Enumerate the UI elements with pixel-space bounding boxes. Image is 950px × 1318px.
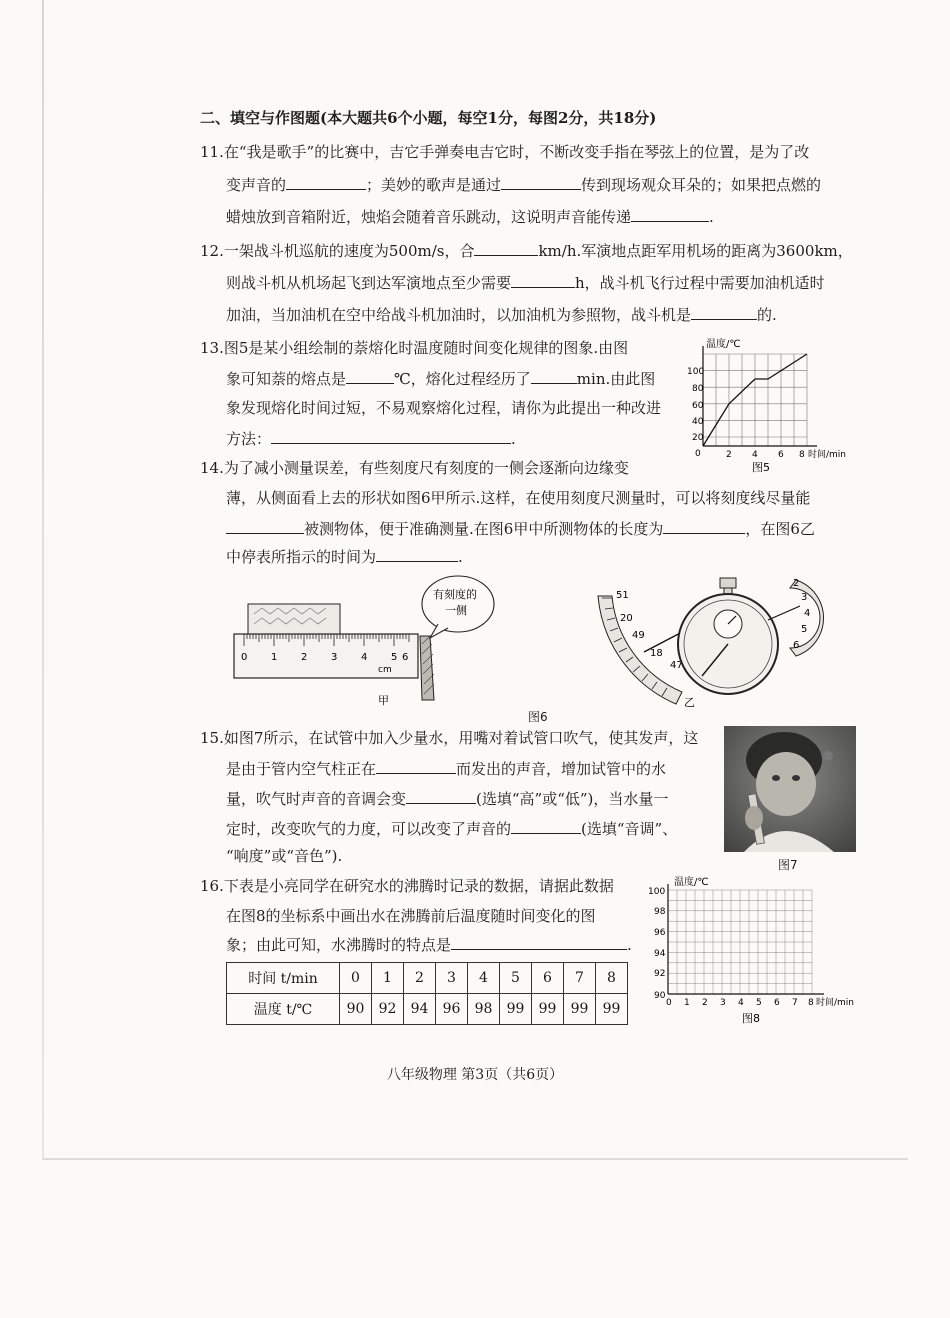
section-title: 二、填空与作图题(本大题共6个小题，每空1分，每图2分，共18分) — [200, 109, 657, 127]
small-dial-label: 5 — [801, 624, 808, 635]
q12-line3 — [226, 304, 777, 325]
q15-blank-3[interactable] — [511, 818, 581, 834]
q15-text: (选填“高”或“低”)，当水量一 — [476, 790, 669, 808]
small-dial-label: 3 — [801, 592, 808, 603]
small-dial-label: 4 — [804, 608, 811, 619]
q16-text: . — [627, 936, 632, 954]
figure-7-photo — [724, 726, 856, 852]
q15-blank-2[interactable] — [406, 788, 476, 804]
fig5-xtick: 4 — [752, 450, 758, 460]
table-cell: 5 — [500, 963, 532, 994]
dial-label: 51 — [616, 590, 629, 601]
q12-line1 — [200, 240, 853, 261]
q15-text: (选填“音调”、 — [581, 820, 678, 838]
table-cell: 99 — [596, 994, 628, 1025]
fig8-xtick: 5 — [756, 998, 762, 1008]
scan-edge — [42, 0, 44, 1160]
fig5-xlabel: 时间/min — [808, 450, 847, 460]
ruler-tick-label: 1 — [271, 652, 278, 663]
q15-blank-1[interactable] — [376, 758, 456, 774]
fig8-ytick: 96 — [654, 928, 666, 938]
dial-label: 20 — [620, 613, 633, 624]
q13-text: 方法： — [226, 430, 272, 448]
q12-line2 — [226, 272, 825, 293]
fig5-xtick: 6 — [778, 450, 784, 460]
eye — [792, 775, 800, 781]
q14-blank-3[interactable] — [376, 546, 458, 562]
q12-text: 加油，当加油机在空中给战斗机加油时，以加油机为参照物，战斗机是 — [226, 306, 692, 324]
q16-line3 — [226, 934, 632, 955]
fig8-ytick: 98 — [654, 907, 666, 917]
fig5-ytick: 80 — [692, 384, 704, 394]
ruler-tick-label: 0 — [241, 652, 248, 663]
q15-text: 定时，改变吹气的力度，可以改变了声音的 — [226, 820, 512, 838]
q13-blank-2[interactable] — [531, 368, 577, 384]
enlarged-dial-arc — [598, 596, 682, 704]
fig6-left-label: 甲 — [378, 694, 389, 706]
ruler-tick-label: 5 — [391, 652, 398, 663]
dial-label: 18 — [650, 648, 663, 659]
fig8-grid-lines — [668, 890, 812, 994]
fig6-right-label: 乙 — [684, 696, 695, 709]
q16-line2: 在图8的坐标系中画出水在沸腾前后温度随时间变化的图 — [226, 907, 596, 925]
q11-text: ；美妙的歌声是通过 — [366, 176, 502, 194]
stopwatch-crown — [720, 578, 736, 588]
q11-blank-3[interactable] — [631, 206, 709, 222]
q13-text: . — [511, 430, 516, 448]
q16-line1: 16.下表是小亮同学在研究水的沸腾时记录的数据，请据此数据 — [200, 877, 614, 895]
q14-line4 — [226, 546, 463, 567]
fig8-xtick: 6 — [774, 998, 780, 1008]
fig5-ytick: 100 — [687, 367, 705, 377]
fig8-ylabel: 温度/℃ — [674, 877, 709, 888]
hair-clip — [823, 751, 833, 761]
fig8-ytick: 90 — [654, 991, 666, 1001]
q14-text: 被测物体，便于准确测量.在图6甲中所测物体的长度为 — [304, 520, 664, 538]
q16-text: 象；由此可知，水沸腾时的特点是 — [226, 936, 452, 954]
q12-blank-2[interactable] — [511, 272, 575, 288]
fig8-xtick: 8 — [808, 998, 814, 1008]
pointer-line-right — [768, 606, 800, 620]
ruler-tick-label: 2 — [301, 652, 308, 663]
fig5-grid — [703, 354, 807, 446]
ruler-tick-label: 4 — [361, 652, 368, 663]
q11-text: . — [709, 208, 714, 226]
dial-label: 49 — [632, 630, 645, 641]
q11-text: 传到现场观众耳朵的；如果把点燃的 — [581, 176, 822, 194]
table-row — [227, 963, 628, 994]
q12-text: 的. — [757, 306, 777, 324]
table-cell: 96 — [436, 994, 468, 1025]
q12-blank-3[interactable] — [691, 304, 757, 320]
ruler-tick-label: 3 — [331, 652, 338, 663]
table-cell: 0 — [340, 963, 372, 994]
table-cell: 99 — [564, 994, 596, 1025]
fig5-ytick: 60 — [692, 401, 704, 411]
table-cell: 6 — [532, 963, 564, 994]
fig5-ytick: 40 — [692, 417, 704, 427]
q11-line3 — [226, 206, 714, 227]
q11-blank-1[interactable] — [286, 174, 366, 190]
fig5-xtick: 8 — [799, 450, 805, 460]
fig7-caption: 图7 — [778, 858, 798, 872]
table-cell: 94 — [404, 994, 436, 1025]
q15-line1: 15.如图7所示，在试管中加入少量水，用嘴对着试管口吹气，使其发声，这 — [200, 729, 699, 747]
q12-blank-1[interactable] — [474, 240, 538, 256]
q13-line2 — [226, 368, 655, 389]
q16-blank-1[interactable] — [451, 934, 627, 950]
q11-blank-2[interactable] — [501, 174, 581, 190]
scan-edge-bottom — [42, 1158, 908, 1160]
q14-blank-2[interactable] — [663, 518, 745, 534]
ruler-unit: cm — [378, 665, 392, 675]
figure-5-graph — [684, 336, 864, 476]
figure-8-grid — [648, 872, 864, 1030]
q13-blank-1[interactable] — [346, 368, 394, 384]
table-cell: 3 — [436, 963, 468, 994]
bubble-text-1: 有刻度的 — [433, 588, 477, 601]
fig5-ytick: 0 — [695, 449, 701, 459]
fig8-xtick: 4 — [738, 998, 744, 1008]
q15-line5: “响度”或“音色”). — [226, 847, 343, 865]
q12-text: km/h.军演地点距军用机场的距离为3600km， — [538, 242, 853, 260]
q11-line1: 11.在“我是歌手”的比赛中，吉它手弹奏电吉它时，不断改变手指在琴弦上的位置，是为了改 — [200, 143, 810, 161]
table-cell: 99 — [532, 994, 564, 1025]
fig8-ytick: 100 — [648, 887, 666, 897]
q12-text: h，战斗机飞行过程中需要加油机适时 — [575, 274, 825, 292]
ruler-side-view — [420, 636, 434, 700]
small-dial-label: 2 — [793, 578, 800, 589]
bubble-text-2: 一侧 — [445, 604, 467, 617]
fig8-caption: 图8 — [742, 1012, 760, 1025]
q14-text: . — [458, 548, 463, 566]
q13-text: min.由此图 — [576, 370, 656, 388]
fig5-ylabel: 温度/℃ — [706, 339, 741, 350]
eye — [772, 775, 780, 781]
q14-line1: 14.为了减小测量误差，有些刻度尺有刻度的一侧会逐渐向边缘变 — [200, 459, 629, 477]
table-row — [227, 994, 628, 1025]
q14-blank-1[interactable] — [226, 518, 304, 534]
q11-text: 蜡烛放到音箱附近，烛焰会随着音乐跳动，这说明声音能传递 — [226, 208, 632, 226]
q13-text: 象可知萘的熔点是 — [226, 370, 347, 388]
q13-line3: 象发现熔化时间过短，不易观察熔化过程，请你为此提出一种改进 — [226, 399, 662, 417]
hand — [745, 806, 763, 830]
q13-line4 — [226, 428, 516, 449]
table-cell: 90 — [340, 994, 372, 1025]
page-footer: 八年级物理 第3页（共6页） — [386, 1067, 564, 1083]
table-cell: 1 — [372, 963, 404, 994]
table-cell: 7 — [564, 963, 596, 994]
dial-label: 47 — [670, 660, 683, 671]
ruler-tick-label: 6 — [402, 652, 409, 663]
figure-6-ruler — [226, 574, 502, 706]
fig5-xtick: 2 — [726, 450, 732, 460]
q12-text: 12.一架战斗机巡航的速度为500m/s，合 — [200, 242, 475, 260]
fig8-xtick: 1 — [684, 998, 690, 1008]
q14-line3 — [226, 518, 815, 539]
q11-line2 — [226, 174, 821, 195]
table-head-time: 时间 t/min — [227, 963, 340, 994]
fig8-xlabel: 时间/min — [816, 998, 855, 1008]
q15-line3 — [226, 788, 668, 809]
table-cell: 98 — [468, 994, 500, 1025]
fig6-caption: 图6 — [528, 710, 548, 724]
fig8-xtick: 7 — [792, 998, 798, 1008]
table-cell: 4 — [468, 963, 500, 994]
fig5-ytick: 20 — [692, 433, 704, 443]
q14-text: ，在图6乙 — [745, 520, 815, 538]
fig8-ytick: 92 — [654, 969, 666, 979]
q13-text: ℃，熔化过程经历了 — [394, 370, 531, 388]
small-dial-label: 6 — [793, 640, 800, 651]
fig8-ytick: 94 — [654, 949, 666, 959]
q11-text: 变声音的 — [226, 176, 287, 194]
table-cell: 99 — [500, 994, 532, 1025]
q15-text: 量，吹气时声音的音调会变 — [226, 790, 407, 808]
q15-line2 — [226, 758, 666, 779]
fig8-xtick: 2 — [702, 998, 708, 1008]
q12-text: 则战斗机从机场起飞到达军演地点至少需要 — [226, 274, 512, 292]
figure-6-stopwatch — [590, 572, 840, 712]
q15-text: 而发出的声音，增加试管中的水 — [456, 760, 667, 778]
q13-line1: 13.图5是某小组绘制的萘熔化时温度随时间变化规律的图象.由图 — [200, 339, 629, 357]
fig8-xtick: 0 — [666, 998, 672, 1008]
face — [756, 752, 816, 816]
q13-blank-3[interactable] — [271, 428, 511, 444]
table-head-temp: 温度 t/℃ — [227, 994, 340, 1025]
q14-line2: 薄，从侧面看上去的形状如图6甲所示.这样，在使用刻度尺测量时，可以将刻度线尽量能 — [226, 489, 811, 507]
q15-text: 是由于管内空气柱正在 — [226, 760, 377, 778]
table-cell: 2 — [404, 963, 436, 994]
fig8-xtick: 3 — [720, 998, 726, 1008]
q15-line4 — [226, 818, 677, 839]
fig5-caption: 图5 — [752, 461, 770, 474]
boiling-data-table — [226, 962, 628, 1025]
table-cell: 92 — [372, 994, 404, 1025]
q14-text: 中停表所指示的时间为 — [226, 548, 377, 566]
table-cell: 8 — [596, 963, 628, 994]
